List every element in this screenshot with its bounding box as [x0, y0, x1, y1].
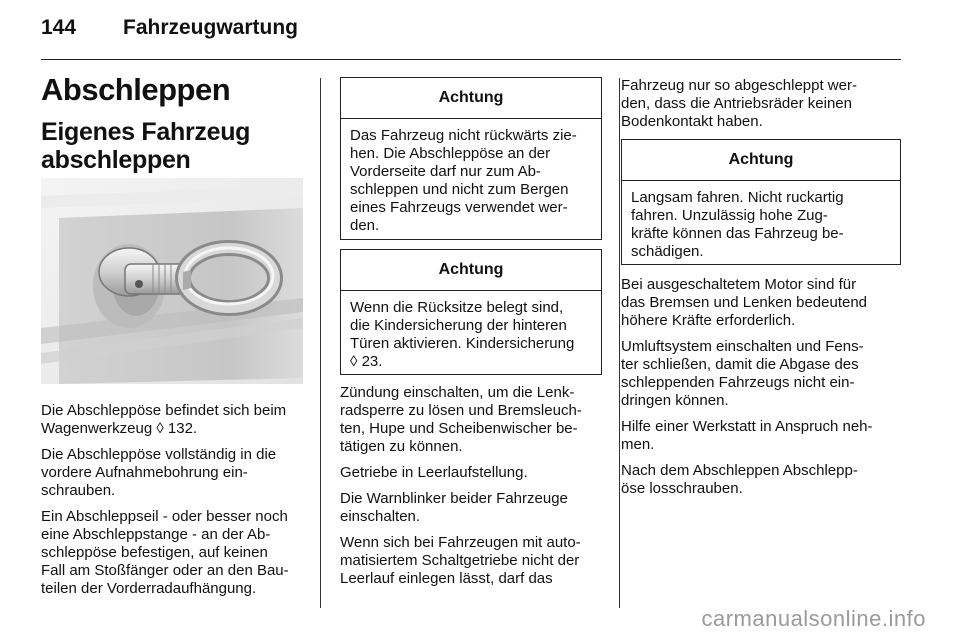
warning-text: Langsam fahren. Nicht ruckartig fahren. Unzulässig hohe Zug- kräfte können das Fahrzeug be- schädigen. [631, 189, 844, 260]
paragraph: Getriebe in Leerlaufstellung. [340, 464, 528, 481]
column-1-text [41, 402, 313, 606]
paragraph: Die Abschleppöse befindet sich beim Wagenwerkzeug ◊ 132. [41, 402, 287, 437]
column-3-text [621, 276, 911, 506]
paragraph: Die Abschleppöse vollständig in die vordere Aufnahmebohrung ein- schrauben. [41, 446, 277, 499]
paragraph: Zündung einschalten, um die Lenk- radsperre zu lösen und Bremsleuch- ten, Hupe und Scheibenwischer be- tätigen zu können. [340, 384, 582, 455]
page-title: Abschleppen [41, 72, 231, 107]
column-divider-2 [619, 78, 620, 608]
paragraph: Bei ausgeschaltetem Motor sind für das Bremsen und Lenken bedeutend höhere Kräfte erforderlich. [621, 276, 868, 329]
warning-title: Achtung [622, 140, 900, 181]
warning-box [340, 249, 602, 375]
header-rule [41, 59, 901, 60]
paragraph: Umluftsystem einschalten und Fens- ter schließen, damit die Abgase des schleppenden Fahrzeugs nicht ein- dringen können. [621, 338, 864, 409]
column-3-intro [621, 77, 911, 139]
page-number: 144 [41, 16, 77, 39]
warning-text: Wenn die Rücksitze belegt sind, die Kindersicherung der hinteren Türen aktivieren. Kindersicherung ◊ 23. [350, 299, 575, 370]
column-divider-1 [320, 78, 321, 608]
section-title: Fahrzeugwartung [123, 16, 299, 39]
warning-box [621, 139, 901, 265]
paragraph: Fahrzeug nur so abgeschleppt wer- den, dass die Antriebsräder keinen Bodenkontakt haben. [621, 77, 857, 130]
paragraph: Nach dem Abschleppen Abschlepp- öse losschrauben. [621, 462, 858, 497]
paragraph: Die Warnblinker beider Fahrzeuge einschalten. [340, 490, 568, 525]
paragraph: Ein Abschleppseil - oder besser noch eine Abschleppstange - an der Ab- schleppöse befestigen, auf keinen Fall am Stoßfänger oder an den Bau- teilen der Vorderradaufhängung. [41, 508, 289, 597]
warning-text: Das Fahrzeug nicht rückwärts zie- hen. Die Abschleppöse an der Vorderseite darf nur zum Ab- schleppen und nicht zum Bergen eines Fahrzeugs verwendet wer- den. [350, 127, 577, 234]
section-subtitle: Eigenes Fahrzeug abschleppen [41, 118, 251, 174]
watermark: carmanualsonline.info [701, 606, 926, 631]
paragraph: Hilfe einer Werkstatt in Anspruch neh- men. [621, 418, 873, 453]
column-2-text [340, 384, 602, 596]
paragraph: Wenn sich bei Fahrzeugen mit auto- matisiertem Schaltgetriebe nicht der Leerlauf einlegen lässt, darf das [340, 534, 581, 587]
towing-eye-illustration [41, 178, 303, 384]
warning-box [340, 77, 602, 240]
warning-title: Achtung [341, 78, 601, 119]
warning-title: Achtung [341, 250, 601, 291]
page-header [41, 16, 298, 40]
